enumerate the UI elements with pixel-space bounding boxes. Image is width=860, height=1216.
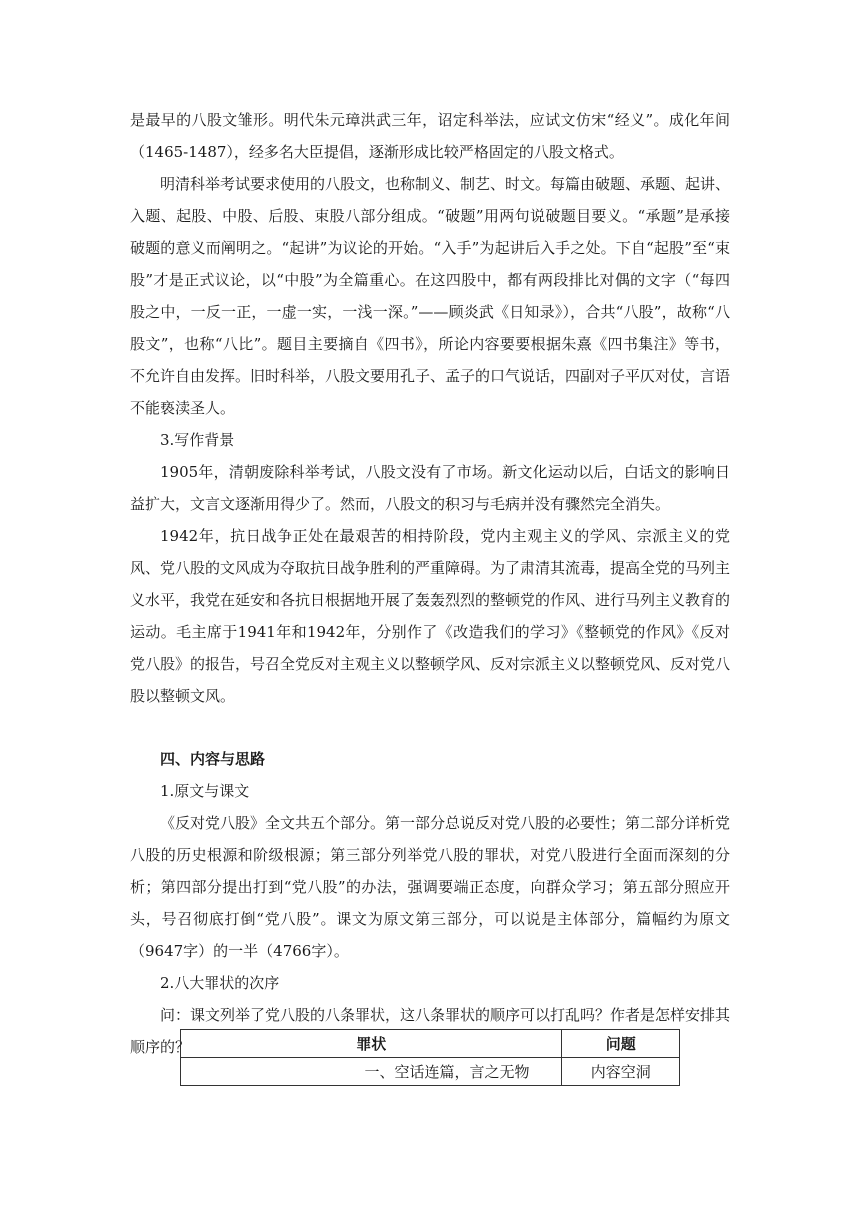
table-cell: 内容空洞 <box>562 1058 680 1086</box>
table-header-crime: 罪状 <box>181 1030 562 1058</box>
paragraph: 1905年，清朝废除科举考试，八股文没有了市场。新文化运动以后，白话文的影响日益扩大，文言文逐渐用得少了。然而，八股文的积习与毛病并没有骤然完全消失。 <box>130 463 730 513</box>
table-cell: 一、空话连篇，言之无物 <box>181 1058 562 1086</box>
document-body <box>130 104 730 1063</box>
paragraph: 是最早的八股文雏形。明代朱元璋洪武三年，诏定科举法，应试文仿宋“经义”。成化年间（1465-1487），经多名大臣提倡，逐渐形成比较严格固定的八股文格式。 <box>130 111 730 161</box>
paragraph: 问：课文列举了党八股的八条罪状，这八条罪状的顺序可以打乱吗？作者是怎样安排其顺序的？ <box>130 1006 731 1056</box>
table-row <box>181 1058 680 1086</box>
crimes-table <box>180 1029 680 1086</box>
paragraph: 1942年，抗日战争正处在最艰苦的相持阶段，党内主观主义的学风、宗派主义的党风、党八股的文风成为夺取抗日战争胜利的严重障碍。为了肃清其流毒，提高全党的马列主义水平，我党在延安和各抗日根据地开展了轰轰烈烈的整顿党的作风、进行马列主义教育的运动。毛主席于1941年和1942年，分别作了《改造我们的学习》《整顿党的作风》《反对党八股》的报告，号召全党反对主观主义以整顿学风、反对宗派主义以整顿党风、反对党八股以整顿文风。 <box>130 527 731 705</box>
section-subheading: 1.原文与课文 <box>160 782 250 800</box>
paragraph: 明清科举考试要求使用的八股文，也称制义、制艺、时文。每篇由破题、承题、起讲、入题、起股、中股、后股、束股八部分组成。“破题”用两句说破题目要义。“承题”是承接破题的意义而阐明之。“起讲”为议论的开始。“入手”为起讲后入手之处。下自“起股”至“束股”才是正式议论，以“中股”为全篇重心。在这四股中，都有两段排比对偶的文字（“每四股之中，一反一正，一虚一实，一浅一深。”——顾炎武《日知录》），合共“八股”，故称“八股文”，也称“八比”。题目主要摘自《四书》，所论内容要要根据朱熹《四书集注》等书，不允许自由发挥。旧时科举，八股文要用孔子、孟子的口气说话，四副对子平仄对仗，言语不能亵渎圣人。 <box>130 175 731 417</box>
table-header-row <box>181 1030 680 1058</box>
table-header-problem: 问题 <box>562 1030 680 1058</box>
paragraph: 《反对党八股》全文共五个部分。第一部分总说反对党八股的必要性；第二部分详析党八股的历史根源和阶级根源；第三部分列举党八股的罪状，对党八股进行全面而深刻的分析；第四部分提出打到“党八股”的办法，强调要端正态度，向群众学习；第五部分照应开头，号召彻底打倒“党八股”。课文为原文第三部分，可以说是主体部分，篇幅约为原文（9647字）的一半（4766字）。 <box>130 814 731 960</box>
section-subheading: 2.八大罪状的次序 <box>160 974 280 992</box>
section-heading: 四、内容与思路 <box>160 750 266 768</box>
section-subheading: 3.写作背景 <box>160 431 235 449</box>
